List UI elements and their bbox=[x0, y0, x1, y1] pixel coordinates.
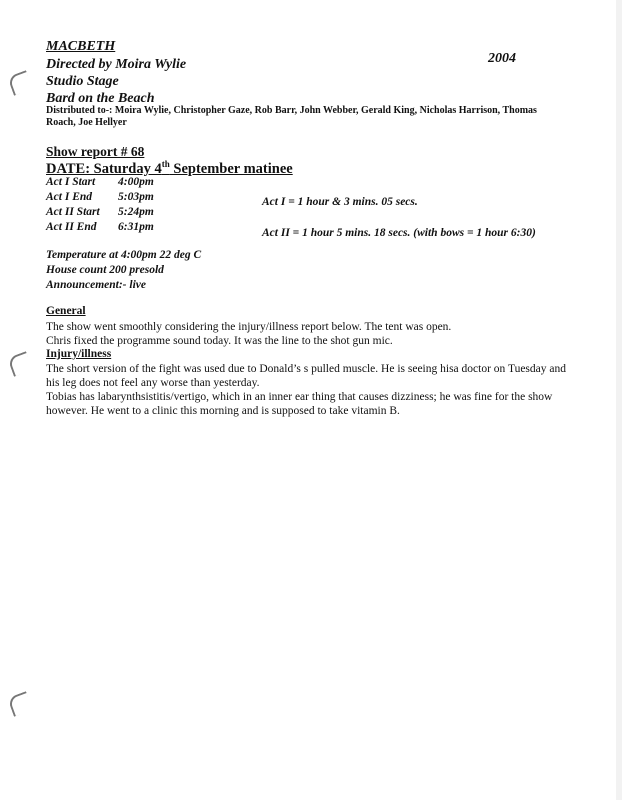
time-value-2: 5:03pm bbox=[118, 191, 154, 203]
time-value-1: 4:00pm bbox=[118, 176, 154, 188]
stage: Studio Stage bbox=[46, 74, 119, 89]
injury-heading: Injury/illness bbox=[46, 348, 112, 360]
time-label-2: Act I End bbox=[46, 191, 93, 203]
time-label-1: Act I Start bbox=[46, 176, 96, 188]
report-date-prefix: DATE: Saturday 4 bbox=[46, 160, 162, 177]
act1-duration: Act I = 1 hour & 3 mins. 05 secs. bbox=[262, 196, 418, 208]
injury-paragraph-1: The short version of the fight was used due to Donald’s s pulled muscle. He is seeing hisa doctor on Tuesday and his leg does not feel any worse than yesterday. bbox=[46, 363, 566, 389]
general-line-2: Chris fixed the programme sound today. It was the line to the shot gun mic. bbox=[46, 335, 393, 347]
general-heading: General bbox=[46, 305, 86, 317]
time-value-3: 5:24pm bbox=[118, 206, 154, 218]
page-edge bbox=[616, 0, 622, 800]
report-date-sup: th bbox=[161, 159, 170, 169]
time-label-4: Act II End bbox=[46, 221, 97, 233]
binder-hole-bottom bbox=[7, 691, 33, 717]
binder-hole-top bbox=[7, 70, 33, 96]
company: Bard on the Beach bbox=[46, 91, 155, 106]
house-count: House count 200 presold bbox=[46, 264, 164, 276]
injury-paragraph-2: Tobias has labarynthsistitis/vertigo, which in an inner ear thing that causes dizziness; he was fine for the show however. He went to a clinic this morning and is supposed to take vitamin B. bbox=[46, 391, 553, 417]
temperature: Temperature at 4:00pm 22 deg C bbox=[46, 249, 202, 261]
report-number: Show report # 68 bbox=[46, 144, 145, 159]
distribution-list: Distributed to-: Moira Wylie, Christopher Gaze, Rob Barr, John Webber, Gerald King, Nicholas Harrison, Thomas Roach, Joe Hellyer bbox=[46, 105, 537, 128]
act2-duration: Act II = 1 hour 5 mins. 18 secs. (with bows = 1 hour 6:30) bbox=[262, 227, 536, 239]
binder-hole-middle bbox=[7, 351, 33, 377]
time-label-3: Act II Start bbox=[46, 206, 100, 218]
year: 2004 bbox=[488, 51, 516, 66]
director: Directed by Moira Wylie bbox=[46, 57, 187, 72]
report-date-suffix: September matinee bbox=[169, 160, 293, 177]
general-line-1: The show went smoothly considering the injury/illness report below. The tent was open. bbox=[46, 321, 452, 333]
time-value-4: 6:31pm bbox=[118, 221, 154, 233]
announcement: Announcement:- live bbox=[46, 279, 146, 291]
show-title: MACBETH bbox=[46, 39, 116, 54]
